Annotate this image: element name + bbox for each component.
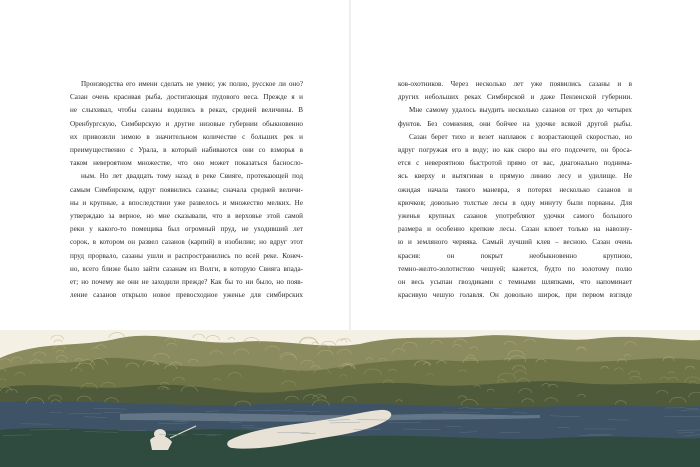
text-line: но, всего ближе было зайти сазанам из Волги, в которую Свияга впада- xyxy=(70,264,303,273)
text-line: реки у какого-то помещика был огромный пруд, не уходивший лет xyxy=(70,225,303,234)
text-line: Оренбургскую, Симбирскую и другие низовые губернии обыкновенно xyxy=(70,119,303,128)
text-line: сорок, в котором он развел сазанов (карпий) в изобилии; но вдруг этот xyxy=(70,238,303,247)
text-line: крючков; довольно толстые лесы в одну минуту были порваны. Для xyxy=(398,198,632,207)
text-line: вдруг погружая его в воду; но как скоро вы его подсечете, он броса- xyxy=(398,146,632,155)
text-line: их привозили зимою в значительном количестве с больших рек и xyxy=(70,132,303,141)
text-line: темно-желто-золотистою чешуей; кажется, будто по золотому полю xyxy=(398,264,632,273)
text-line: ясь кверху и вытягивая в прямую линию лесу и удилище. Не xyxy=(398,172,632,181)
right-text-column xyxy=(398,78,632,302)
landscape-illustration xyxy=(0,330,700,467)
text-line: пруд прорвало, сазаны ушли и распространились по всей реке. Конеч- xyxy=(70,251,303,260)
text-line: ется с невероятною быстротой прямо от вас, диагонально поднима- xyxy=(398,159,632,168)
text-line: ным. Но лет двадцать тому назад в реке Свияге, протекающей под xyxy=(81,172,303,181)
text-line: ю и земляного червяка. Самый лучший клев – весною. Сазан очень xyxy=(398,238,632,247)
text-line: ление сазанов открыло новое превосходное уженье для симбирских xyxy=(70,291,303,300)
text-line: красив: он покрыт необыкновенно крупною, xyxy=(398,251,632,260)
text-line: самым Симбирском, вдруг появились сазаны; сначала средней величи- xyxy=(70,185,303,194)
text-line: ны и крупные, а впоследствии уже развелось и множество мелких. Не xyxy=(70,198,303,207)
text-line: таком невероятном множестве, что оно может показаться басносло- xyxy=(70,159,303,168)
text-line: ожидая начала такого маневра, я потерял несколько сазанов и xyxy=(398,185,632,194)
text-line: уженья крупных сазанов употребляют удочки самого большого xyxy=(398,212,632,221)
text-line: утверждаю за верное, но мне сказывали, что в верховье этой самой xyxy=(70,212,303,221)
text-line: Сазан очень красивая рыба, достигающая пудового веса. Прежде я и xyxy=(70,93,303,102)
text-line: размера и особенно крепкие лесы. Сазан клюет только на навозну- xyxy=(398,225,632,234)
text-line: ет; но почему же они не заходили прежде? Как бы то ни было, но появ- xyxy=(70,278,303,287)
text-line: Мне самому удалось выудить несколько сазанов от трех до четырех xyxy=(409,106,632,115)
text-line: он весь усыпан гвоздиками с темными шляпками, что напоминает xyxy=(398,278,632,287)
text-line: Сазан берет тихо и везет наплавок с возрастающей скоростью, но xyxy=(409,132,632,141)
text-line: других небольших реках Симбирской и даже Пензенской губернии. xyxy=(398,93,632,102)
text-line: преимущественно с Урала, в который набиваются они со взморья в xyxy=(70,146,303,155)
text-line: Производства его имени сделать не умею; уж полно, русское ли оно? xyxy=(81,80,303,88)
text-line: ков-охотников. Через несколько лет уже появились сазаны и в xyxy=(398,80,632,88)
text-line: фунтов. Без сомнения, они бойчее на удочке всякой другой рыбы. xyxy=(398,119,632,128)
left-text-column xyxy=(70,78,303,302)
text-line: красивую чешую голавля. Он довольно широк, при первом взгляде xyxy=(398,291,632,300)
text-line: не слыхивал, чтобы сазаны водились в реках, средней величины. В xyxy=(70,106,303,115)
landscape-etching xyxy=(0,330,700,467)
